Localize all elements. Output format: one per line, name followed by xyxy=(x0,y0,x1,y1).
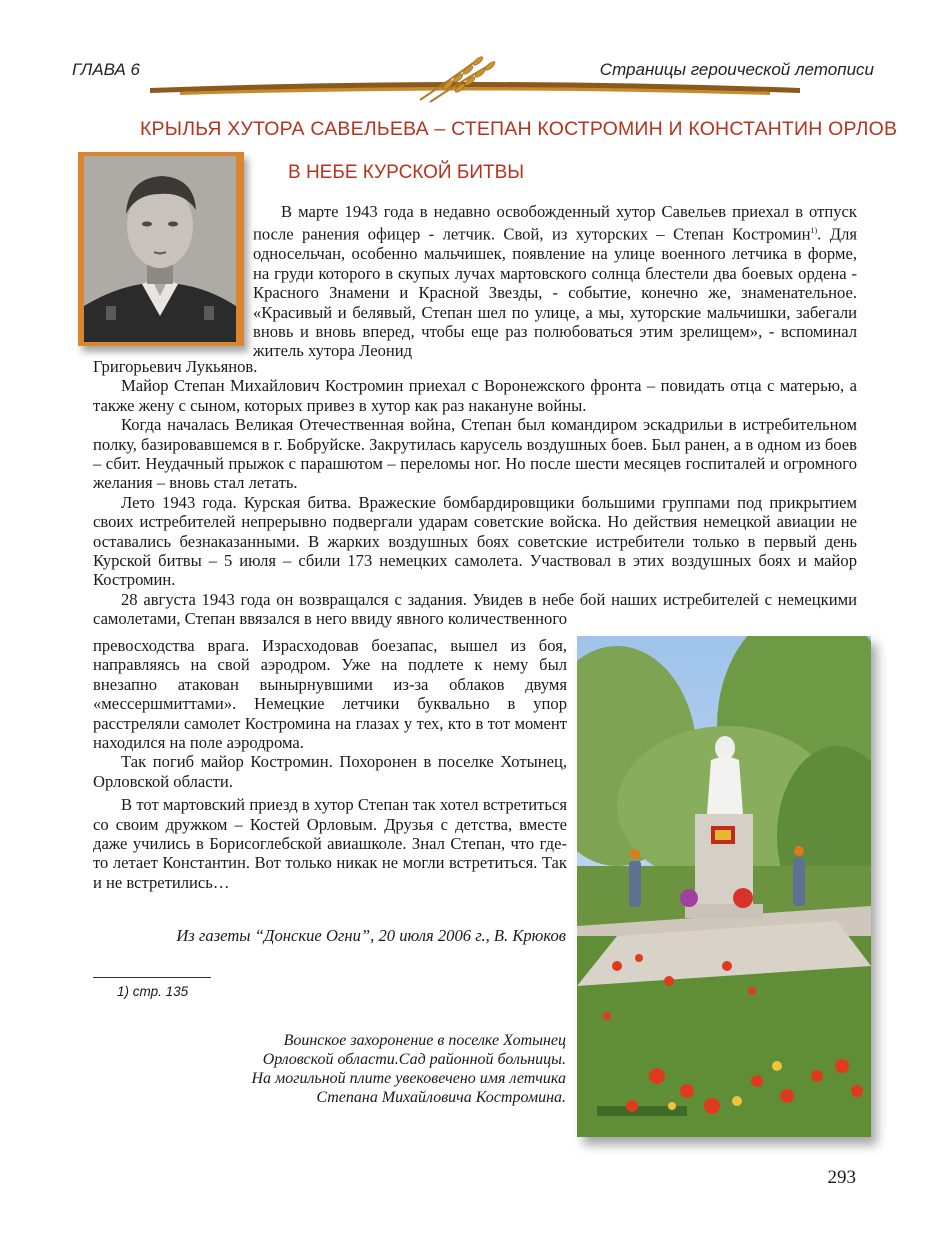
article-title: КРЫЛЬЯ ХУТОРА САВЕЛЬЕВА – СТЕПАН КОСТРОМИН И КОНСТАНТИН ОРЛОВ xyxy=(140,117,898,140)
chapter-label: ГЛАВА 6 xyxy=(72,60,140,79)
intro-paragraph: В марте 1943 года в недавно освобожденный хутор Савельев приехал в отпуск после ранения офицер - летчик. Свой, из хуторских – Степан Костромин$^{1)}$. Для односельчан, особенно мальчишек, появление на улице военного летчика в форме, на груди которого в скупых лучах мартовского солнца блестели два боевых ордена - Красного Знамени и Красной Звезды, - событие, конечно же, знаменательное. «Красивый и белявый, Степан шел по улице, а мы, хуторские мальчишки, забегали вновь и вновь вперед, чтобы еще раз полюбоваться этим зрелищем», - вспоминал житель хутора Леонид xyxy=(253,202,857,361)
paragraph: Так погиб майор Костромин. Похоронен в поселке Хотынец, Орловской области. xyxy=(93,752,567,791)
paragraph: Когда началась Великая Отечественная война, Степан был командиром эскадрильи в истребительном полку, базировавшемся в г. Бобруйске. Закрутилась карусель воздушных боев. Был ранен, а в одном из боев – сбит. Неудачный прыжок с парашютом – переломы ног. Но после шести месяцев госпиталей и огромного желания – вновь стал летать. xyxy=(93,415,857,493)
paragraph: В тот мартовский приезд в хутор Степан так хотел встретиться со своим дружком – Костей Орловым. Друзья с детства, вместе даже учились в Борисоглебской авиашколе. Знал Степан, что где-то летает Константин. Вот только никак не могли встретиться. Так и не встретились… xyxy=(93,795,567,892)
wheat-ears-icon xyxy=(420,55,496,102)
memorial-photo xyxy=(577,636,871,1137)
footnote-divider xyxy=(93,977,211,978)
header-ornament xyxy=(150,52,800,104)
footnote: 1) стр. 135 xyxy=(117,984,189,999)
pilot-portrait xyxy=(84,156,236,342)
source-signature: Из газеты “Донские Огни”, 20 июля 2006 г., В. Крюков xyxy=(176,926,566,945)
section-label: Страницы героической летописи xyxy=(599,60,874,79)
photo-caption: Воинское захоронение в поселке Хотынец Орловской области.Сад районной больницы. На могильной плите увековечено имя летчика Степана Михайловича Костромина. xyxy=(251,1032,566,1106)
article-body xyxy=(93,357,857,629)
article-title-row xyxy=(132,112,898,146)
paragraph: Лето 1943 года. Курская битва. Вражеские бомбардировщики большими группами под прикрытием своих истребителей непрерывно подвергали ударам советские войска. Но действия немецкой авиации не оставались безнаказанными. В жарких воздушных боях советские истребители только в первый день Курской битвы – 5 июля – сбили 173 немецких самолета. Участвовал в этих воздушных боях и майор Костромин. xyxy=(93,492,857,590)
paragraph: Григорьевич Лукьянов. xyxy=(93,357,258,376)
footnote-marker: 1) xyxy=(810,226,818,236)
paragraph: Майор Степан Михайлович Костромин приехал с Воронежского фронта – повидать отца с матерью, а также жену с сыном, которых привез в хутор как раз накануне войны. xyxy=(93,376,857,415)
section-subtitle: В НЕБЕ КУРСКОЙ БИТВЫ xyxy=(288,162,525,183)
paragraph: 28 августа 1943 года он возвращался с задания. Увидев в небе бой наших истребителей с немецкими самолетами, Степан ввязался в него ввиду явного количественного xyxy=(93,589,857,629)
paragraph: превосходства врага. Израсходовав боезапас, вышел из боя, направляясь на свой аэродром. Уже на подлете к нему был внезапно атакован вынырнувшими из-за облаков двумя «мессершмиттами». Немецкие летчики буквально в упор расстреляли самолет Костромина на глазах у тех, кто в тот момент находился на поле аэродрома. xyxy=(93,636,567,753)
page-number: 293 xyxy=(827,1167,856,1188)
article-body-narrow xyxy=(93,636,567,892)
